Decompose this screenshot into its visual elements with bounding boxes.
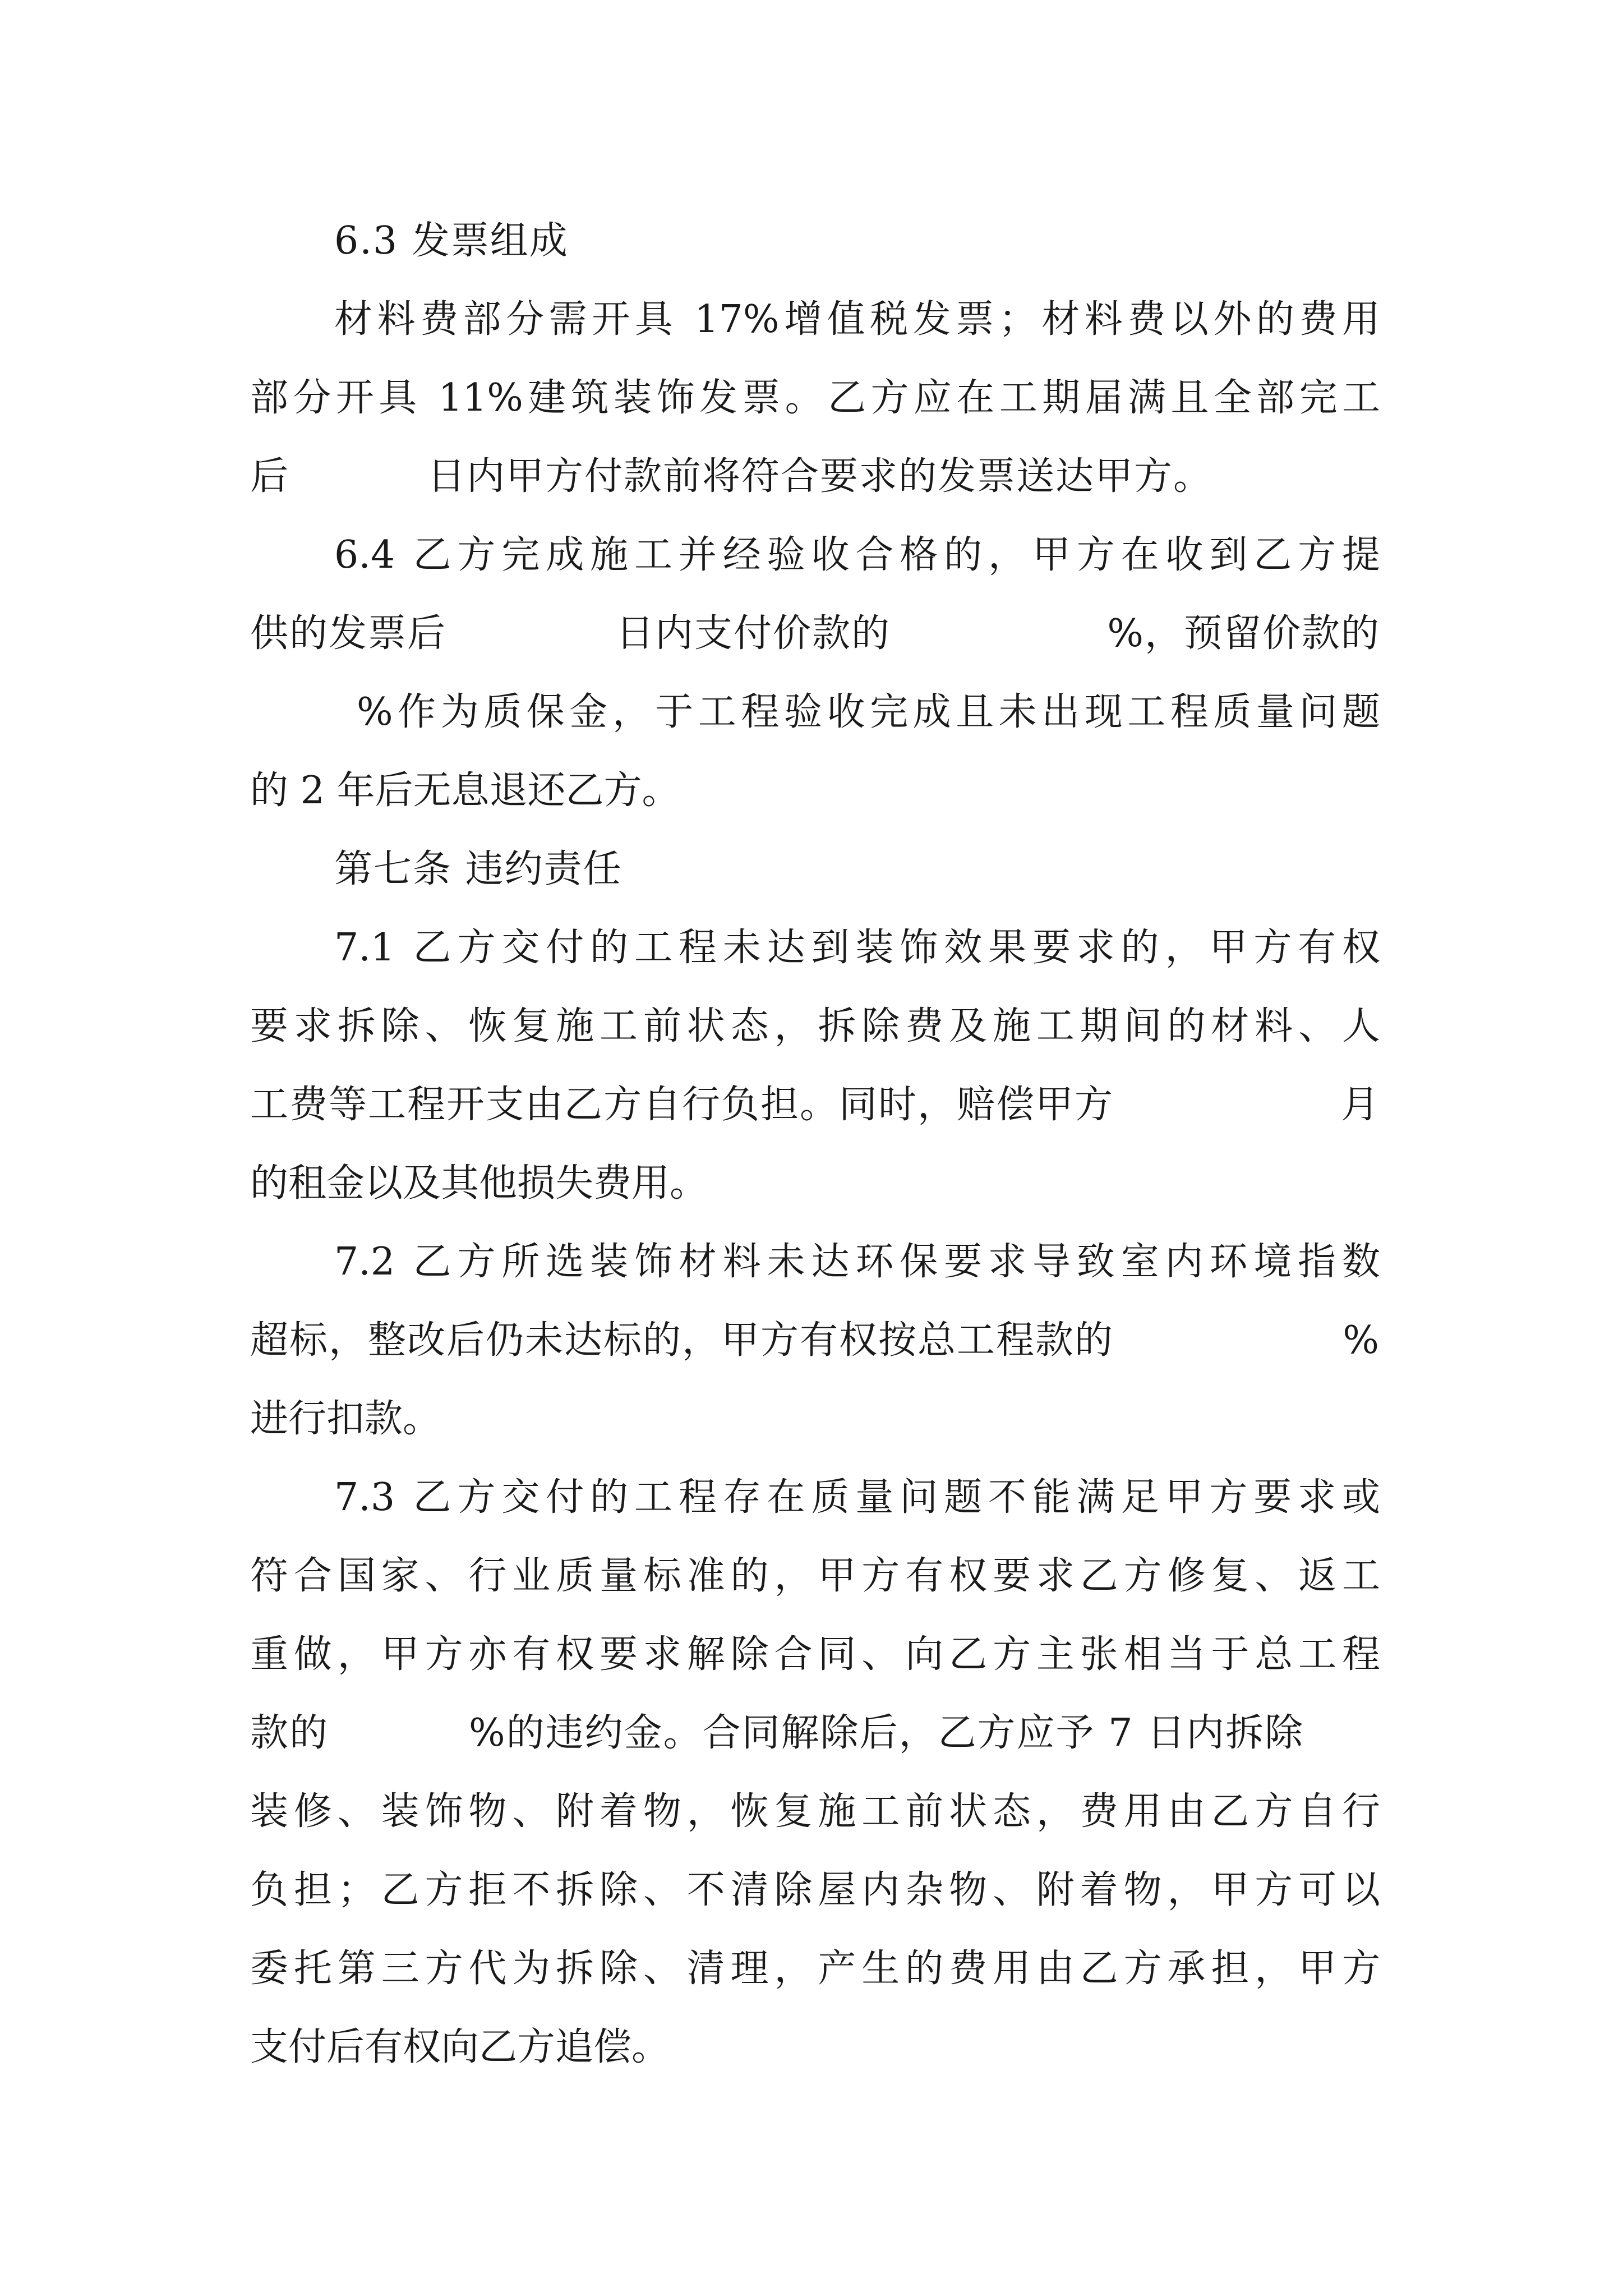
paragraph-line: 部分开具 11%建筑装饰发票。乙方应在工期届满且全部完工 — [250, 376, 1380, 420]
paragraph-line: 符合国家、行业质量标准的，甲方有权要求乙方修复、返工 — [250, 1554, 1380, 1598]
section-6-3-heading — [334, 202, 1380, 280]
text-segment: 月 — [1340, 1083, 1380, 1127]
paragraph-line: 委托第三方代为拆除、清理，产生的费用由乙方承担，甲方 — [250, 1947, 1380, 1991]
paragraph-line: 负担；乙方拒不拆除、不清除屋内杂物、附着物，甲方可以 — [250, 1868, 1380, 1912]
article-7-heading — [334, 830, 1380, 909]
paragraph-line: 材料费部分需开具 17%增值税发票；材料费以外的费用 — [334, 297, 1380, 342]
text-segment: % — [1343, 1318, 1380, 1363]
paragraph-line-with-blank — [250, 1301, 1380, 1380]
paragraph-line: 6.4 乙方完成施工并经验收合格的，甲方在收到乙方提 — [334, 533, 1380, 577]
text-segment: 日内支付价款的 — [616, 611, 891, 656]
text-segment: 供的发票后 — [250, 611, 447, 656]
text-segment: 后 — [250, 454, 290, 499]
paragraph-line: 支付后有权向乙方追偿。 — [250, 2025, 670, 2069]
paragraph-line: 进行扣款。 — [250, 1397, 441, 1441]
paragraph-line: 7.3 乙方交付的工程存在质量问题不能满足甲方要求或 — [334, 1475, 1380, 1520]
text-segment: 日内甲方付款前将符合要求的发票送达甲方。 — [427, 454, 1213, 499]
paragraph-line-with-blank — [250, 438, 1380, 516]
heading-text: 第七条 违约责任 — [334, 847, 623, 891]
text-segment: 超标，整改后仍未达标的，甲方有权按总工程款的 — [250, 1318, 1114, 1363]
text-segment: 工费等工程开支由乙方自行负担。同时，赔偿甲方 — [250, 1083, 1114, 1127]
text-segment: 款的 — [250, 1711, 329, 1755]
heading-text: 6.3 发票组成 — [334, 219, 569, 263]
paragraph-line: 7.1 乙方交付的工程未达到装饰效果要求的，甲方有权 — [334, 926, 1380, 970]
text-segment: %的违约金。合同解除后，乙方应予 7 日内拆除 — [469, 1711, 1304, 1755]
paragraph-line: 装修、装饰物、附着物，恢复施工前状态，费用由乙方自行 — [250, 1789, 1380, 1834]
paragraph-line: 重做，甲方亦有权要求解除合同、向乙方主张相当于总工程 — [250, 1632, 1380, 1677]
paragraph-line: 的租金以及其他损失费用。 — [250, 1161, 708, 1205]
paragraph-line-with-blanks — [250, 595, 1380, 673]
text-segment: %，预留价款的 — [1107, 611, 1380, 656]
paragraph-line: 要求拆除、恢复施工前状态，拆除费及施工期间的材料、人 — [250, 1004, 1380, 1048]
paragraph-line-with-blank — [250, 1066, 1380, 1144]
paragraph-line: 的 2 年后无息退还乙方。 — [250, 769, 680, 813]
paragraph-line: 7.2 乙方所选装饰材料未达环保要求导致室内环境指数 — [334, 1240, 1380, 1284]
paragraph-line-with-blank — [250, 1694, 1380, 1773]
paragraph-line: %作为质保金，于工程验收完成且未出现工程质量问题 — [357, 690, 1380, 734]
